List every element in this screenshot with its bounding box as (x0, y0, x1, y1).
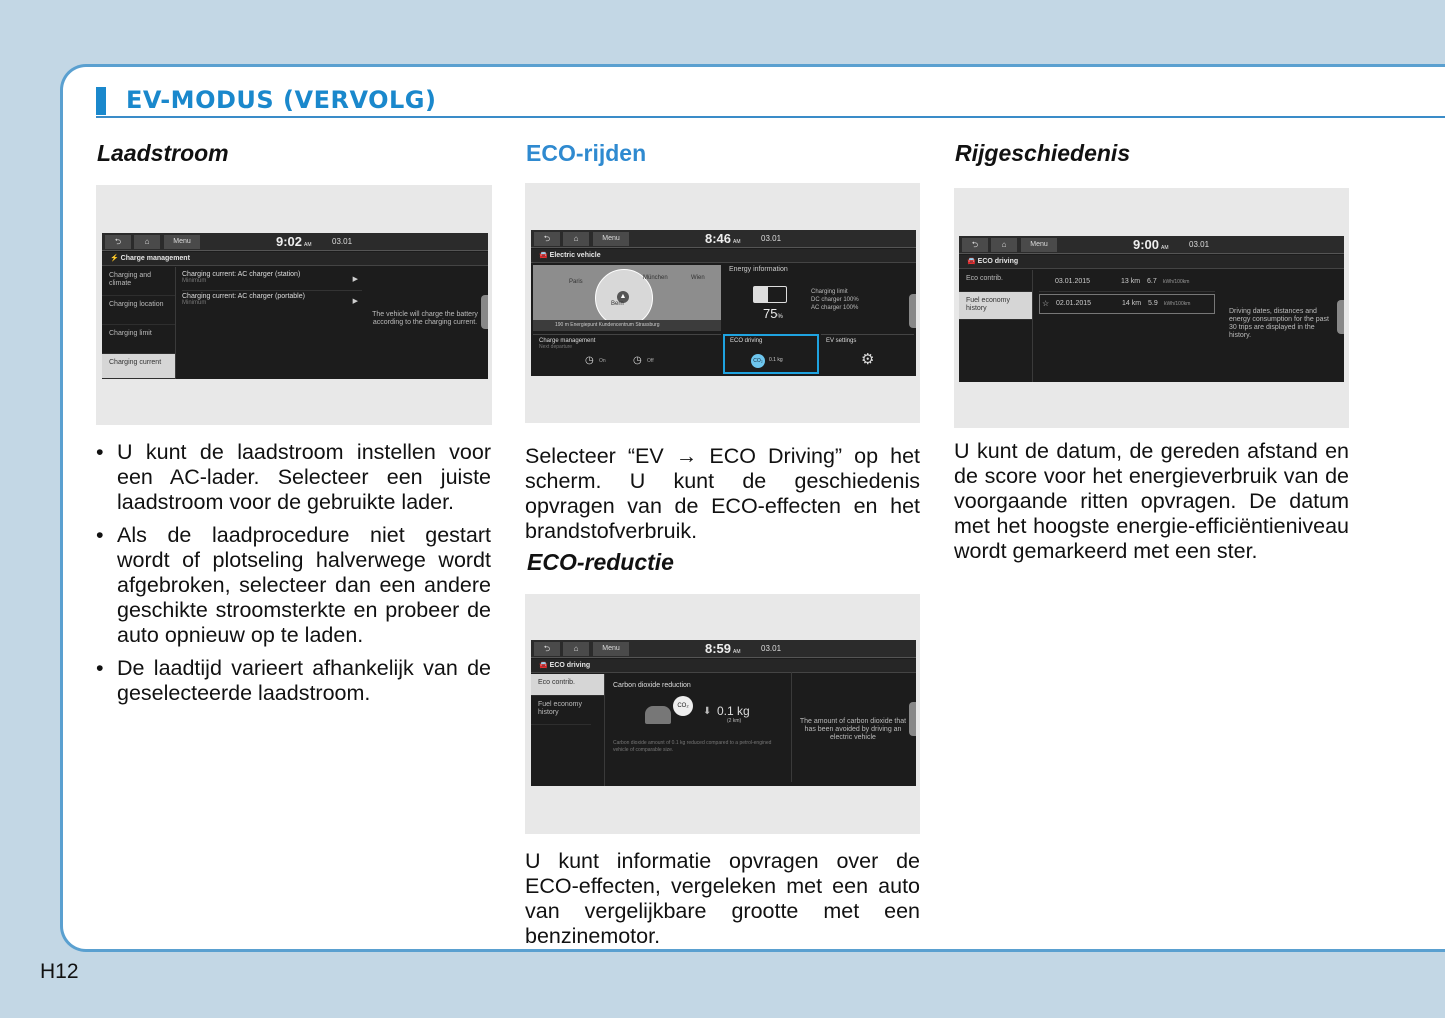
clock-time: 8:46 (705, 231, 732, 246)
percent-sign: % (777, 314, 783, 320)
vehicle-position-icon: ▲ (617, 291, 629, 303)
tile-charge-management[interactable] (533, 334, 721, 374)
battery-percent: 75 (763, 306, 778, 321)
option-value: Minimum (182, 300, 207, 306)
battery-level (763, 306, 783, 321)
map-view[interactable] (533, 265, 721, 331)
dc-charger-limit: DC charger 100% (811, 297, 859, 303)
menu-item-charging-location[interactable]: Charging location (102, 296, 175, 325)
timer-on-label: On (599, 358, 606, 364)
screenshot-electric-vehicle (525, 183, 920, 423)
menu-item-eco-contrib[interactable]: Eco contrib. (531, 674, 604, 696)
back-icon[interactable]: ⮌ (534, 232, 560, 246)
trip-date: 02.01.2015 (1056, 300, 1092, 307)
clock (705, 231, 741, 250)
trip-efficiency: 6.7 (1147, 278, 1157, 285)
menu-button[interactable]: Menu (1021, 238, 1057, 252)
menu-item-fuel-economy-history[interactable]: Fuel economy history (531, 696, 591, 725)
tile-title: ECO driving (730, 338, 763, 344)
trip-efficiency-unit: kWh/100km (1163, 279, 1190, 285)
menu-item-charging-current[interactable]: Charging current (102, 354, 175, 379)
car-icon (645, 706, 671, 724)
heading-eco-rijden: ECO-rijden (526, 140, 647, 166)
date: 03.01 (1189, 240, 1210, 249)
clock (705, 641, 741, 660)
info-text: Driving dates, distances and energy consumption for the past 30 trips are displayed in the history. (1229, 308, 1330, 339)
back-icon[interactable]: ⮌ (962, 238, 988, 252)
bullet-list (96, 440, 491, 714)
charging-limit-info (811, 288, 859, 312)
trip-distance: 13 km (1121, 278, 1141, 285)
menu-item-eco-contrib[interactable]: Eco contrib. (959, 270, 1032, 292)
menu-button[interactable]: Menu (164, 235, 200, 249)
clock-ampm: AM (304, 242, 312, 248)
energy-info-title: Energy information (729, 266, 788, 273)
screen-title-bar (959, 255, 1344, 269)
infotainment-screen (531, 640, 916, 786)
option-row[interactable] (182, 271, 362, 291)
arrow-right-icon: ▶ (352, 276, 358, 283)
driving-history-text: U kunt de datum, de gereden afstand en de score voor het energieverbruik van de voorgaande ritten opvragen. De datum met het hoogste energie-efficiëntieniveau wordt gemarkeerd met een ster. (954, 439, 1349, 563)
top-bar (959, 236, 1344, 254)
eco-value: 0.1 kg (769, 357, 783, 363)
option-value: Minimum (182, 278, 207, 284)
screenshot-charge-management (96, 185, 492, 425)
section-header (96, 86, 1445, 118)
menu-item-fuel-economy-history[interactable]: Fuel economy history (959, 292, 1032, 320)
ac-charger-limit: AC charger 100% (811, 305, 859, 311)
option-row[interactable] (182, 293, 362, 313)
screenshot-driving-history (954, 188, 1349, 428)
map-caption: 190 m Energiepunt Kundencentrum Strassburg (533, 320, 721, 331)
screen-title: ECO driving (977, 258, 1019, 265)
clock (276, 234, 312, 253)
top-bar (102, 233, 488, 251)
co2-icon: CO₂ (673, 696, 693, 716)
menu-item-charging-limit[interactable]: Charging limit (102, 325, 175, 354)
panel-handle[interactable] (909, 294, 916, 328)
reduction-distance: (2 km) (727, 718, 742, 724)
battery-fill (754, 287, 768, 302)
arrow-down-icon: ⬇ (703, 706, 712, 717)
date: 03.01 (332, 237, 353, 246)
eco-reduction-text: U kunt informatie opvragen over de ECO-effecten, vergeleken met een auto van vergelijkbare grootte met een benzinemotor. (525, 849, 920, 948)
panel-handle[interactable] (909, 702, 916, 736)
home-icon[interactable]: ⌂ (563, 642, 589, 656)
trip-distance: 14 km (1122, 300, 1142, 307)
back-icon[interactable]: ⮌ (534, 642, 560, 656)
arrow-right-icon: ▶ (352, 298, 358, 305)
tile-title: Charge management (539, 338, 596, 344)
star-icon: ☆ (1042, 299, 1050, 308)
heading-eco-reductie: ECO-reductie (527, 549, 674, 575)
history-row-best[interactable] (1039, 294, 1215, 314)
map-city: Paris (569, 279, 583, 285)
map-city: Bern (611, 301, 624, 307)
clock-time: 9:00 (1133, 237, 1160, 252)
screen-title-bar (531, 249, 916, 263)
option-label: Charging current: AC charger (portable) (182, 293, 305, 300)
clock (1133, 237, 1169, 256)
co2-icon: CO₂ (751, 354, 765, 368)
screen-title: Charge management (120, 255, 190, 262)
info-text: The vehicle will charge the battery according to the charging current. (372, 311, 478, 326)
bullet-item: • Als de laadprocedure niet gestart wordt of plotseling halverwege wordt afgebroken, selecteer dan een andere geschikte stroomsterkte en probeer de auto opnieuw op te laden. (96, 523, 491, 648)
home-icon[interactable]: ⌂ (991, 238, 1017, 252)
bullet-item: • U kunt de laadstroom instellen voor een AC-lader. Selecteer een juiste laadstroom voor de gebruikte lader. (96, 440, 491, 515)
map-city: Wien (691, 275, 705, 281)
clock-ampm: AM (733, 239, 741, 245)
date: 03.01 (761, 644, 782, 653)
trip-efficiency-unit: kWh/100km (1164, 301, 1191, 307)
tile-title: EV settings (826, 338, 857, 344)
screen-title-bar (531, 659, 916, 673)
back-icon[interactable]: ⮌ (105, 235, 131, 249)
option-list (182, 271, 362, 313)
screen-title: Electric vehicle (549, 252, 601, 259)
car-icon: 🚘 (539, 252, 550, 259)
clock-ampm: AM (1161, 245, 1169, 251)
header-accent-bar (96, 87, 106, 115)
battery-icon (753, 286, 787, 303)
panel-handle[interactable] (481, 295, 488, 329)
home-icon[interactable]: ⌂ (563, 232, 589, 246)
top-bar (531, 230, 916, 248)
trip-efficiency: 5.9 (1148, 300, 1158, 307)
date: 03.01 (761, 234, 782, 243)
infotainment-screen (959, 236, 1344, 382)
left-menu (959, 270, 1033, 382)
menu-button[interactable]: Menu (593, 642, 629, 656)
section-title: EV-MODUS (VERVOLG) (126, 86, 437, 114)
battery-plug-icon: ⚡ (110, 255, 121, 262)
menu-button[interactable]: Menu (593, 232, 629, 246)
bullet-item: • De laadtijd varieert afhankelijk van de geselecteerde laadstroom. (96, 656, 491, 706)
screen-title-bar (102, 252, 488, 266)
clock-time: 9:02 (276, 234, 303, 249)
clock-ampm: AM (733, 649, 741, 655)
menu-item-charging-climate[interactable]: Charging and climate (102, 267, 175, 296)
screenshot-eco-reduction (525, 594, 920, 834)
tile-eco-driving[interactable] (723, 334, 819, 374)
map-city: München (643, 275, 668, 281)
infotainment-screen (531, 230, 916, 376)
gear-icon: ⚙ (861, 351, 875, 368)
top-bar (531, 640, 916, 658)
heading-laadstroom: Laadstroom (97, 140, 229, 166)
left-menu (102, 267, 176, 379)
clock-icon: ◷ (585, 355, 594, 366)
left-menu (531, 674, 605, 786)
panel-handle[interactable] (1337, 300, 1344, 334)
heading-rijgeschiedenis: Rijgeschiedenis (955, 140, 1131, 166)
info-text: The amount of carbon dioxide that has been avoided by driving an electric vehicle (799, 718, 907, 741)
tile-ev-settings[interactable] (821, 334, 914, 374)
home-icon[interactable]: ⌂ (134, 235, 160, 249)
trip-date: 03.01.2015 (1055, 278, 1091, 285)
option-label: Charging current: AC charger (station) (182, 271, 301, 278)
panel-title: Carbon dioxide reduction (613, 682, 691, 689)
timer-off-label: Off (647, 358, 654, 364)
tile-subtitle: Next departure (539, 344, 573, 350)
infotainment-screen (102, 233, 488, 379)
clock-icon: ◷ (633, 355, 642, 366)
page-number: H12 (40, 960, 79, 983)
reduction-caption: Carbon dioxide amount of 0.1 kg reduced compared to a petrol-engined vehicle of comparable size. (613, 740, 772, 753)
car-icon: 🚘 (967, 258, 978, 265)
reduction-value: 0.1 kg (717, 704, 750, 718)
car-icon: 🚘 (539, 662, 550, 669)
divider (791, 672, 792, 782)
history-row[interactable] (1039, 272, 1215, 292)
screen-title: ECO driving (549, 662, 591, 669)
eco-driving-text: Selecteer “EV → ECO Driving” op het scherm. U kunt de geschiedenis opvragen van de ECO-effecten en het brandstofverbruik. (525, 444, 920, 543)
charging-limit-label: Charging limit (811, 289, 848, 295)
clock-time: 8:59 (705, 641, 732, 656)
